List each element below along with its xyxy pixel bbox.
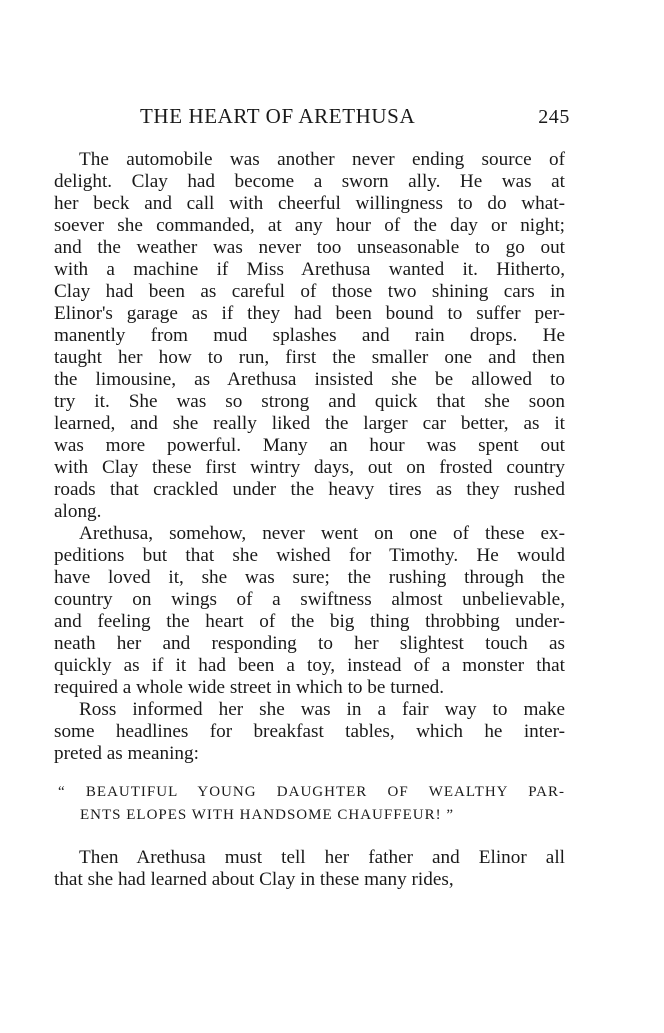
- text-line: Ross informed her she was in a fair way to make: [79, 699, 565, 720]
- text-line: some headlines for breakfast tables, which he inter-: [54, 721, 565, 742]
- text-line: learned, and she really liked the larger car better, as it: [54, 413, 565, 434]
- text-line: have loved it, she was sure; the rushing through the: [54, 567, 565, 588]
- text-line: along.: [54, 501, 102, 522]
- page-number: 245: [538, 106, 570, 128]
- paragraph: [54, 847, 565, 891]
- text-line: peditions but that she wished for Timothy. He would: [54, 545, 565, 566]
- text-line: quickly as if it had been a toy, instead of a monster that: [54, 655, 565, 676]
- text-line: Elinor's garage as if they had been bound to suffer per-: [54, 303, 565, 324]
- text-line: The automobile was another never ending source of: [79, 149, 565, 170]
- text-line: taught her how to run, first the smaller one and then: [54, 347, 565, 368]
- text-line: try it. She was so strong and quick that she soon: [54, 391, 565, 412]
- text-line: soever she commanded, at any hour of the day or night;: [54, 215, 565, 236]
- text-line: Then Arethusa must tell her father and Elinor all: [79, 847, 565, 868]
- running-header: [140, 104, 570, 130]
- text-line: and feeling the heart of the big thing throbbing under-: [54, 611, 565, 632]
- text-line: required a whole wide street in which to be turned.: [54, 677, 445, 698]
- running-title: THE HEART OF ARETHUSA: [140, 104, 416, 128]
- paragraph: [54, 149, 565, 523]
- text-line: and the weather was never too unseasonable to go out: [54, 237, 565, 258]
- paragraph: [54, 699, 565, 765]
- text-line: delight. Clay had become a sworn ally. He was at: [54, 171, 565, 192]
- text-line: her beck and call with cheerful willingness to do what-: [54, 193, 565, 214]
- paragraphs: [54, 149, 565, 765]
- text-line: the limousine, as Arethusa insisted she be allowed to: [54, 369, 565, 390]
- page-body: [54, 149, 565, 891]
- text-line: that she had learned about Clay in these many rides,: [54, 869, 454, 890]
- final-paragraph: [54, 847, 565, 891]
- text-line: was more powerful. Many an hour was spent out: [54, 435, 565, 456]
- paragraph: [54, 523, 565, 699]
- quote-line: ENTS ELOPES WITH HANDSOME CHAUFFEUR! ”: [80, 807, 454, 823]
- text-line: roads that crackled under the heavy tires as they rushed: [54, 479, 565, 500]
- headline-quote: [54, 781, 565, 827]
- text-line: with Clay these first wintry days, out on frosted country: [54, 457, 565, 478]
- quote-line: “ BEAUTIFUL YOUNG DAUGHTER OF WEALTHY PAR-: [58, 784, 565, 800]
- text-line: country on wings of a swiftness almost unbelievable,: [54, 589, 565, 610]
- text-line: Clay had been as careful of those two shining cars in: [54, 281, 565, 302]
- text-line: manently from mud splashes and rain drops. He: [54, 325, 565, 346]
- text-line: preted as meaning:: [54, 743, 199, 764]
- text-line: neath her and responding to her slightest touch as: [54, 633, 565, 654]
- text-line: with a machine if Miss Arethusa wanted it. Hitherto,: [54, 259, 565, 280]
- text-line: Arethusa, somehow, never went on one of these ex-: [79, 523, 565, 544]
